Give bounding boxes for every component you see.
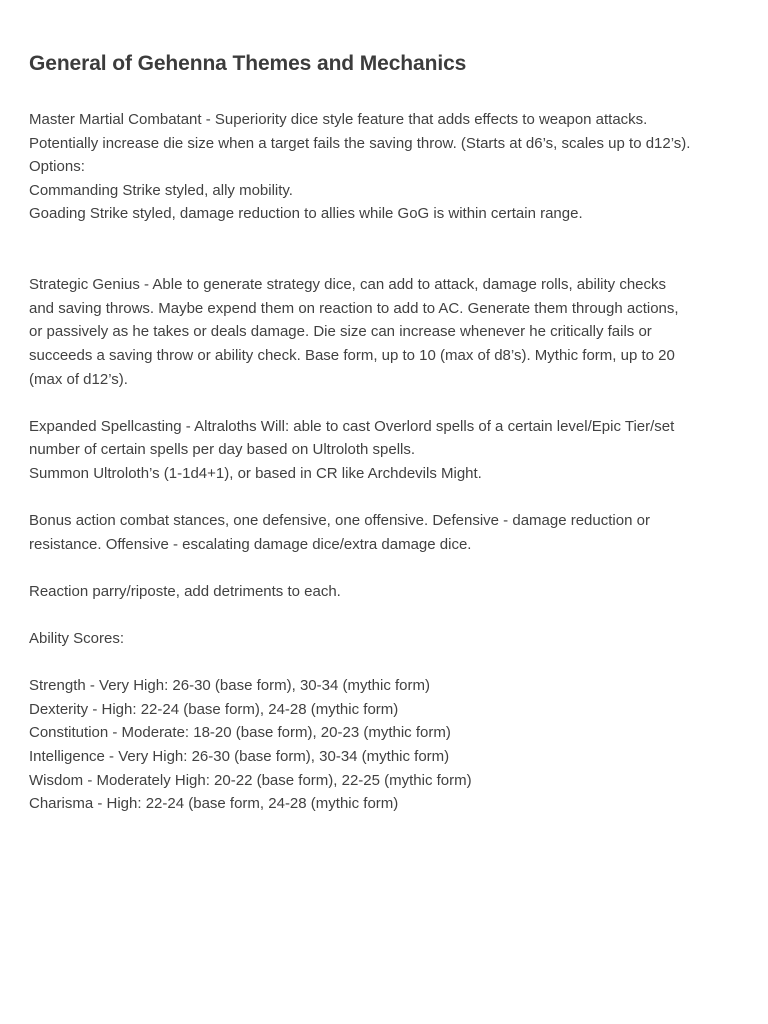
ability-score-wisdom: Wisdom - Moderately High: 20-22 (base form), 22-25 (mythic form) bbox=[29, 771, 472, 789]
text-line: Reaction parry/riposte, add detriments to each. bbox=[29, 582, 341, 600]
spacer bbox=[29, 78, 744, 108]
paragraph-strategic-genius bbox=[29, 273, 744, 391]
text-line: Goading Strike styled, damage reduction to allies while GoG is within certain range. bbox=[29, 205, 583, 223]
note-body[interactable] bbox=[29, 50, 744, 816]
ability-score-strength: Strength - Very High: 26-30 (base form), 30-34 (mythic form) bbox=[29, 677, 430, 695]
text-line: or passively as he takes or deals damage. Die size can increase whenever he critically fails or bbox=[29, 323, 652, 341]
text-line: Strategic Genius - Able to generate strategy dice, can add to attack, damage rolls, ability checks bbox=[29, 276, 667, 294]
text-line: (max of d12’s). bbox=[29, 370, 128, 388]
spacer bbox=[29, 391, 744, 415]
paragraph-master-martial-combatant bbox=[29, 108, 744, 226]
text-line: Ability Scores: bbox=[29, 630, 125, 648]
paragraph-expanded-spellcasting bbox=[29, 415, 744, 486]
note-title: General of Gehenna Themes and Mechanics bbox=[29, 52, 467, 75]
text-line: Bonus action combat stances, one defensive, one offensive. Defensive - damage reduction or bbox=[29, 512, 650, 530]
text-line: Summon Ultroloth’s (1-1d4+1), or based in CR like Archdevils Might. bbox=[29, 464, 482, 482]
spacer bbox=[29, 556, 744, 580]
paragraph-ability-header bbox=[29, 627, 744, 651]
ability-score-constitution: Constitution - Moderate: 18-20 (base form), 20-23 (mythic form) bbox=[29, 724, 451, 742]
text-line: number of certain spells per day based on Ultroloth spells. bbox=[29, 441, 416, 459]
text-line: Potentially increase die size when a target fails the saving throw. (Starts at d6’s, scales up to d12’s). bbox=[29, 134, 691, 152]
ability-score-intelligence: Intelligence - Very High: 26-30 (base form), 30-34 (mythic form) bbox=[29, 748, 450, 766]
text-line: succeeds a saving throw or ability check. Base form, up to 10 (max of d8’s). Mythic form, up to 20 bbox=[29, 346, 675, 364]
ability-scores-list bbox=[29, 674, 744, 816]
text-line: Options: bbox=[29, 158, 85, 176]
paragraph-reaction bbox=[29, 580, 744, 604]
paragraph-combat-stances bbox=[29, 509, 744, 556]
spacer bbox=[29, 603, 744, 627]
spacer bbox=[29, 226, 744, 273]
ability-score-charisma: Charisma - High: 22-24 (base form, 24-28 (mythic form) bbox=[29, 795, 399, 813]
text-line: resistance. Offensive - escalating damage dice/extra damage dice. bbox=[29, 535, 472, 553]
spacer bbox=[29, 651, 744, 675]
spacer bbox=[29, 486, 744, 510]
text-line: Commanding Strike styled, ally mobility. bbox=[29, 181, 293, 199]
text-line: Master Martial Combatant - Superiority dice style feature that adds effects to weapon attacks. bbox=[29, 111, 648, 128]
text-line: and saving throws. Maybe expend them on reaction to add to AC. Generate them through actions, bbox=[29, 299, 679, 317]
ability-score-dexterity: Dexterity - High: 22-24 (base form), 24-28 (mythic form) bbox=[29, 700, 399, 718]
text-line: Expanded Spellcasting - Altraloths Will: able to cast Overlord spells of a certain level/Epic Tier/set bbox=[29, 417, 675, 435]
